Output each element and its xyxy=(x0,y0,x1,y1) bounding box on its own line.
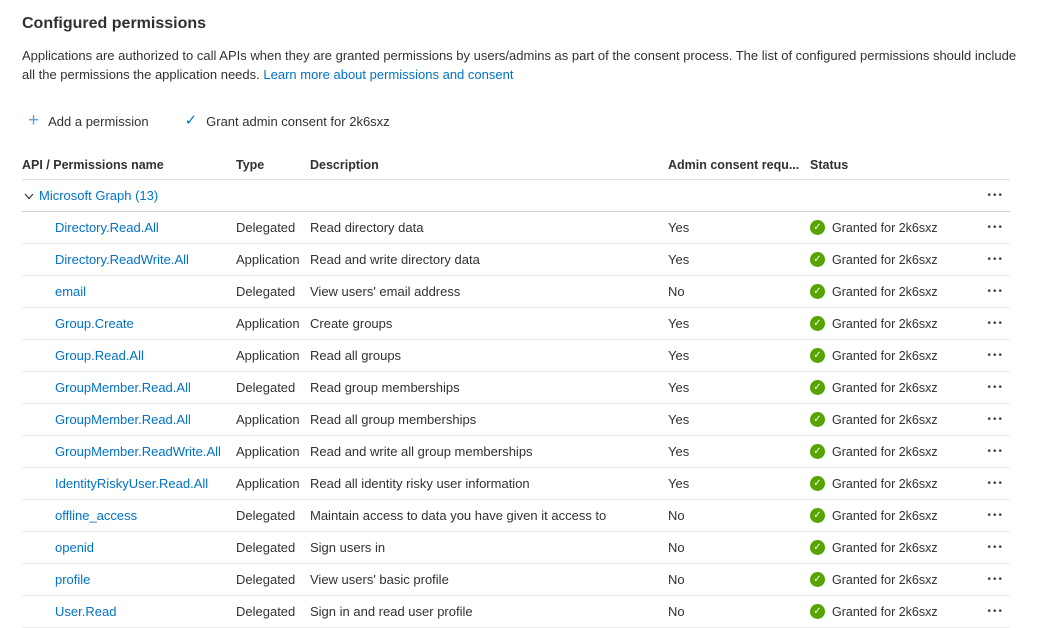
admin-consent-required-value: Yes xyxy=(668,252,690,267)
grant-admin-consent-button[interactable] xyxy=(179,110,396,133)
table-row xyxy=(22,244,1010,276)
description-text: Applications are authorized to call APIs when they are granted permissions by users/admins as part of the consent process. The list of configured permissions should include all the permissions the application needs. xyxy=(22,48,1017,82)
more-actions-button[interactable]: ••• xyxy=(985,283,1006,301)
table-row xyxy=(22,500,1010,532)
header-api-permissions-name: API / Permissions name xyxy=(22,157,164,172)
permission-description: Read all group memberships xyxy=(310,412,477,427)
admin-consent-required-value: No xyxy=(668,604,685,619)
status-text: Granted for 2k6sxz xyxy=(832,444,938,459)
permission-name-link[interactable]: GroupMember.Read.All xyxy=(55,412,191,427)
add-permission-label: Add a permission xyxy=(48,113,149,129)
status-text: Granted for 2k6sxz xyxy=(832,572,938,587)
api-group-link[interactable]: Microsoft Graph (13) xyxy=(39,188,159,203)
permission-description: Read directory data xyxy=(310,220,424,235)
admin-consent-required-value: Yes xyxy=(668,444,690,459)
permission-type: Delegated xyxy=(236,284,296,299)
more-actions-button[interactable]: ••• xyxy=(985,603,1006,621)
toolbar xyxy=(22,108,1057,134)
status-text: Granted for 2k6sxz xyxy=(832,220,938,235)
status-text: Granted for 2k6sxz xyxy=(832,252,938,267)
chevron-down-icon[interactable] xyxy=(22,189,36,203)
permission-description: View users' email address xyxy=(310,284,461,299)
add-permission-button[interactable] xyxy=(22,110,155,133)
permission-type: Application xyxy=(236,316,300,331)
permission-description: Sign in and read user profile xyxy=(310,604,473,619)
granted-check-icon: ✓ xyxy=(810,444,825,459)
group-more-actions-button[interactable]: ••• xyxy=(985,187,1006,205)
more-actions-button[interactable]: ••• xyxy=(985,347,1006,365)
permission-description: View users' basic profile xyxy=(310,572,449,587)
status-text: Granted for 2k6sxz xyxy=(832,348,938,363)
more-actions-button[interactable]: ••• xyxy=(985,219,1006,237)
granted-check-icon: ✓ xyxy=(810,284,825,299)
page-title: Configured permissions xyxy=(22,15,207,32)
admin-consent-required-value: Yes xyxy=(668,316,690,331)
permission-name-link[interactable]: Group.Read.All xyxy=(55,348,144,363)
granted-check-icon: ✓ xyxy=(810,476,825,491)
permission-description: Read all identity risky user information xyxy=(310,476,530,491)
table-row xyxy=(22,276,1010,308)
permission-name-link[interactable]: offline_access xyxy=(55,508,138,523)
admin-consent-required-value: Yes xyxy=(668,220,690,235)
granted-check-icon: ✓ xyxy=(810,348,825,363)
permission-description: Sign users in xyxy=(310,540,386,555)
table-row xyxy=(22,468,1010,500)
more-actions-button[interactable]: ••• xyxy=(985,379,1006,397)
permission-type: Application xyxy=(236,252,300,267)
permission-name-link[interactable]: Group.Create xyxy=(55,316,134,331)
grant-admin-consent-label: Grant admin consent for 2k6sxz xyxy=(206,113,390,129)
permission-name-link[interactable]: openid xyxy=(55,540,95,555)
permission-description: Read and write directory data xyxy=(310,252,480,267)
table-row xyxy=(22,532,1010,564)
granted-check-icon: ✓ xyxy=(810,604,825,619)
permission-name-link[interactable]: GroupMember.ReadWrite.All xyxy=(55,444,221,459)
admin-consent-required-value: No xyxy=(668,508,685,523)
table-header-row xyxy=(22,150,1010,180)
more-actions-button[interactable]: ••• xyxy=(985,475,1006,493)
more-actions-button[interactable]: ••• xyxy=(985,539,1006,557)
table-row xyxy=(22,564,1010,596)
granted-check-icon: ✓ xyxy=(810,572,825,587)
more-actions-button[interactable]: ••• xyxy=(985,251,1006,269)
granted-check-icon: ✓ xyxy=(810,252,825,267)
status-text: Granted for 2k6sxz xyxy=(832,540,938,555)
table-row xyxy=(22,212,1010,244)
status-text: Granted for 2k6sxz xyxy=(832,316,938,331)
granted-check-icon: ✓ xyxy=(810,540,825,555)
permission-type: Application xyxy=(236,412,300,427)
more-actions-button[interactable]: ••• xyxy=(985,411,1006,429)
table-row xyxy=(22,436,1010,468)
more-actions-button[interactable]: ••• xyxy=(985,443,1006,461)
permission-type: Delegated xyxy=(236,540,296,555)
granted-check-icon: ✓ xyxy=(810,412,825,427)
api-group-row xyxy=(22,180,1010,212)
permission-type: Delegated xyxy=(236,508,296,523)
status-text: Granted for 2k6sxz xyxy=(832,604,938,619)
permission-type: Application xyxy=(236,476,300,491)
permission-type: Application xyxy=(236,348,300,363)
status-text: Granted for 2k6sxz xyxy=(832,284,938,299)
header-description: Description xyxy=(310,157,379,172)
admin-consent-required-value: Yes xyxy=(668,348,690,363)
plus-icon: + xyxy=(28,110,40,131)
page-description xyxy=(22,46,1032,84)
admin-consent-required-value: No xyxy=(668,572,685,587)
learn-more-link[interactable]: Learn more about permissions and consent xyxy=(263,67,514,82)
permission-name-link[interactable]: GroupMember.Read.All xyxy=(55,380,191,395)
table-row xyxy=(22,404,1010,436)
admin-consent-required-value: No xyxy=(668,284,685,299)
more-actions-button[interactable]: ••• xyxy=(985,315,1006,333)
permission-name-link[interactable]: User.Read xyxy=(55,604,117,619)
permission-type: Delegated xyxy=(236,604,296,619)
permission-type: Application xyxy=(236,444,300,459)
table-row xyxy=(22,340,1010,372)
granted-check-icon: ✓ xyxy=(810,220,825,235)
more-actions-button[interactable]: ••• xyxy=(985,571,1006,589)
status-text: Granted for 2k6sxz xyxy=(832,412,938,427)
status-text: Granted for 2k6sxz xyxy=(832,380,938,395)
header-admin-consent-required: Admin consent requ... xyxy=(668,157,800,172)
status-text: Granted for 2k6sxz xyxy=(832,476,938,491)
admin-consent-required-value: Yes xyxy=(668,476,690,491)
permission-description: Read and write all group memberships xyxy=(310,444,533,459)
header-status: Status xyxy=(810,157,849,172)
permission-description: Maintain access to data you have given it access to xyxy=(310,508,607,523)
admin-consent-required-value: No xyxy=(668,540,685,555)
granted-check-icon: ✓ xyxy=(810,508,825,523)
permission-name-link[interactable]: email xyxy=(55,284,87,299)
table-row xyxy=(22,372,1010,404)
permission-name-link[interactable]: profile xyxy=(55,572,91,587)
checkmark-icon: ✓ xyxy=(184,112,198,129)
status-text: Granted for 2k6sxz xyxy=(832,508,938,523)
permission-description: Read all groups xyxy=(310,348,402,363)
permission-type: Delegated xyxy=(236,220,296,235)
admin-consent-required-value: Yes xyxy=(668,380,690,395)
permissions-table-body xyxy=(22,212,1010,628)
permission-name-link[interactable]: Directory.ReadWrite.All xyxy=(55,252,189,267)
more-actions-button[interactable]: ••• xyxy=(985,507,1006,525)
permission-type: Delegated xyxy=(236,572,296,587)
admin-consent-required-value: Yes xyxy=(668,412,690,427)
permission-type: Delegated xyxy=(236,380,296,395)
permissions-table xyxy=(22,150,1010,628)
permission-name-link[interactable]: IdentityRiskyUser.Read.All xyxy=(55,476,209,491)
header-type: Type xyxy=(236,157,265,172)
permission-description: Read group memberships xyxy=(310,380,460,395)
permission-name-link[interactable]: Directory.Read.All xyxy=(55,220,159,235)
granted-check-icon: ✓ xyxy=(810,316,825,331)
table-row xyxy=(22,596,1010,628)
permission-description: Create groups xyxy=(310,316,393,331)
granted-check-icon: ✓ xyxy=(810,380,825,395)
table-row xyxy=(22,308,1010,340)
